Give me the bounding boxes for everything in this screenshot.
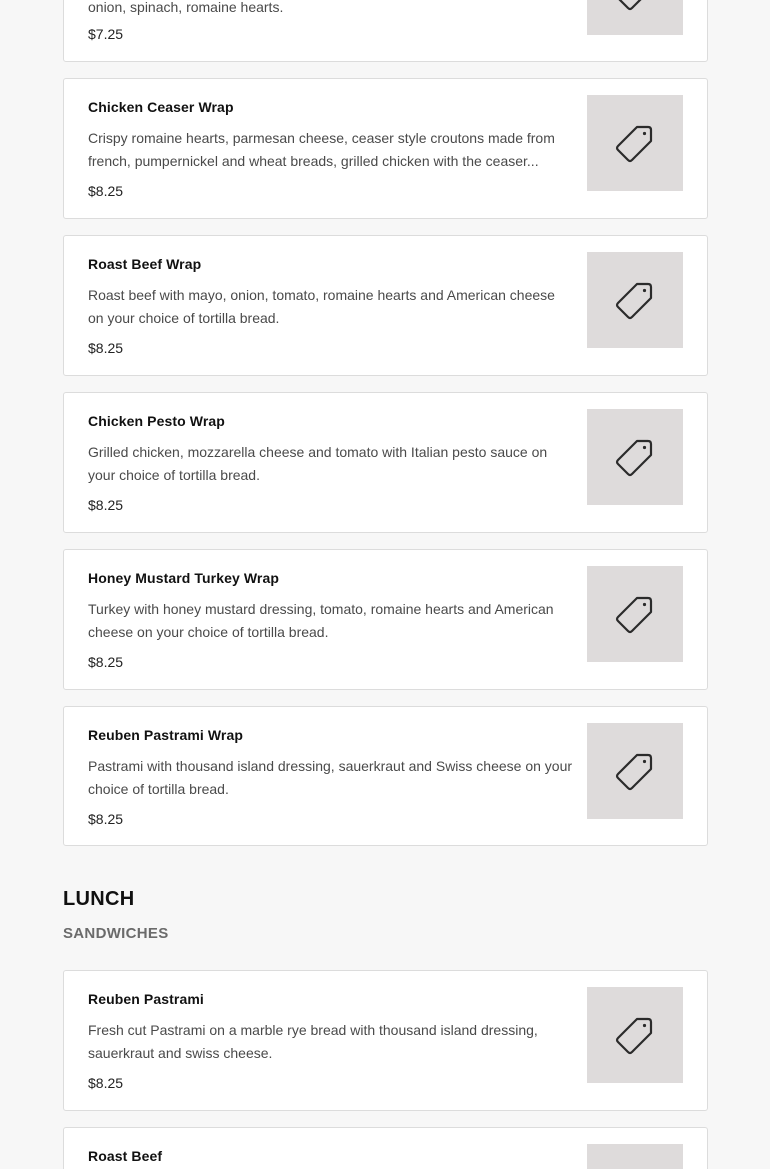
menu-item-description: Fresh cut Pastrami on a marble rye bread with thousand island dressing, sauerkraut and swiss cheese. [88,1022,538,1061]
menu-item-card[interactable] [63,235,708,376]
menu-item-image-placeholder [587,566,683,662]
menu-item-price: $8.25 [88,340,124,356]
menu-item-image-placeholder [587,0,683,35]
menu-item-price: $8.25 [88,654,124,670]
tag-icon [613,121,657,165]
menu-item-description: Crispy romaine hearts, parmesan cheese, ceaser style croutons made from french, pumpernickel and wheat breads, grilled chicken with the ceaser... [88,130,555,169]
menu-item-price: $8.25 [88,1075,124,1091]
tag-icon [613,0,657,13]
menu-item-price: $8.25 [88,497,124,513]
menu-item-price: $8.25 [88,183,124,199]
menu-item-price: $8.25 [88,811,124,827]
menu-item-name: Reuben Pastrami [88,991,204,1007]
menu-item-card[interactable] [63,706,708,846]
menu-item-description: Pastrami with thousand island dressing, sauerkraut and Swiss cheese on your choice of tortilla bread. [88,758,573,797]
menu-item-name: Chicken Pesto Wrap [88,413,225,429]
menu-item-image-placeholder [587,1144,683,1169]
menu-item-name: Reuben Pastrami Wrap [88,727,244,743]
tag-icon [613,1013,657,1057]
menu-item-image-placeholder [587,95,683,191]
menu-item-description: Grilled chicken, mozzarella cheese and tomato with Italian pesto sauce on your choice of tortilla bread. [88,444,548,483]
menu-item-card[interactable] [63,0,708,62]
menu-item-image-placeholder [587,252,683,348]
menu-item-name: Honey Mustard Turkey Wrap [88,570,280,586]
menu-item-image-placeholder [587,987,683,1083]
section-title: LUNCH [63,888,135,910]
tag-icon [613,278,657,322]
menu-item-card[interactable] [63,549,708,690]
menu-item-description: onion, spinach, romaine hearts. [88,0,284,15]
menu-item-name: Roast Beef [88,1148,163,1164]
menu-item-description: Turkey with honey mustard dressing, tomato, romaine hearts and American cheese on your choice of tortilla bread. [88,601,554,640]
tag-icon [613,749,657,793]
section-subtitle: SANDWICHES [63,925,169,942]
menu-item-card[interactable] [63,78,708,219]
menu-item-card[interactable] [63,392,708,533]
menu-item-name: Roast Beef Wrap [88,256,202,272]
tag-icon [613,592,657,636]
menu-item-price: $7.25 [88,26,124,42]
menu-item-image-placeholder [587,723,683,819]
menu-item-description: Roast beef with mayo, onion, tomato, romaine hearts and American cheese on your choice of tortilla bread. [88,287,555,326]
menu-item-name: Chicken Ceaser Wrap [88,99,234,115]
menu-item-card[interactable] [63,1127,708,1169]
menu-item-card[interactable] [63,970,708,1111]
tag-icon [613,435,657,479]
menu-item-image-placeholder [587,409,683,505]
